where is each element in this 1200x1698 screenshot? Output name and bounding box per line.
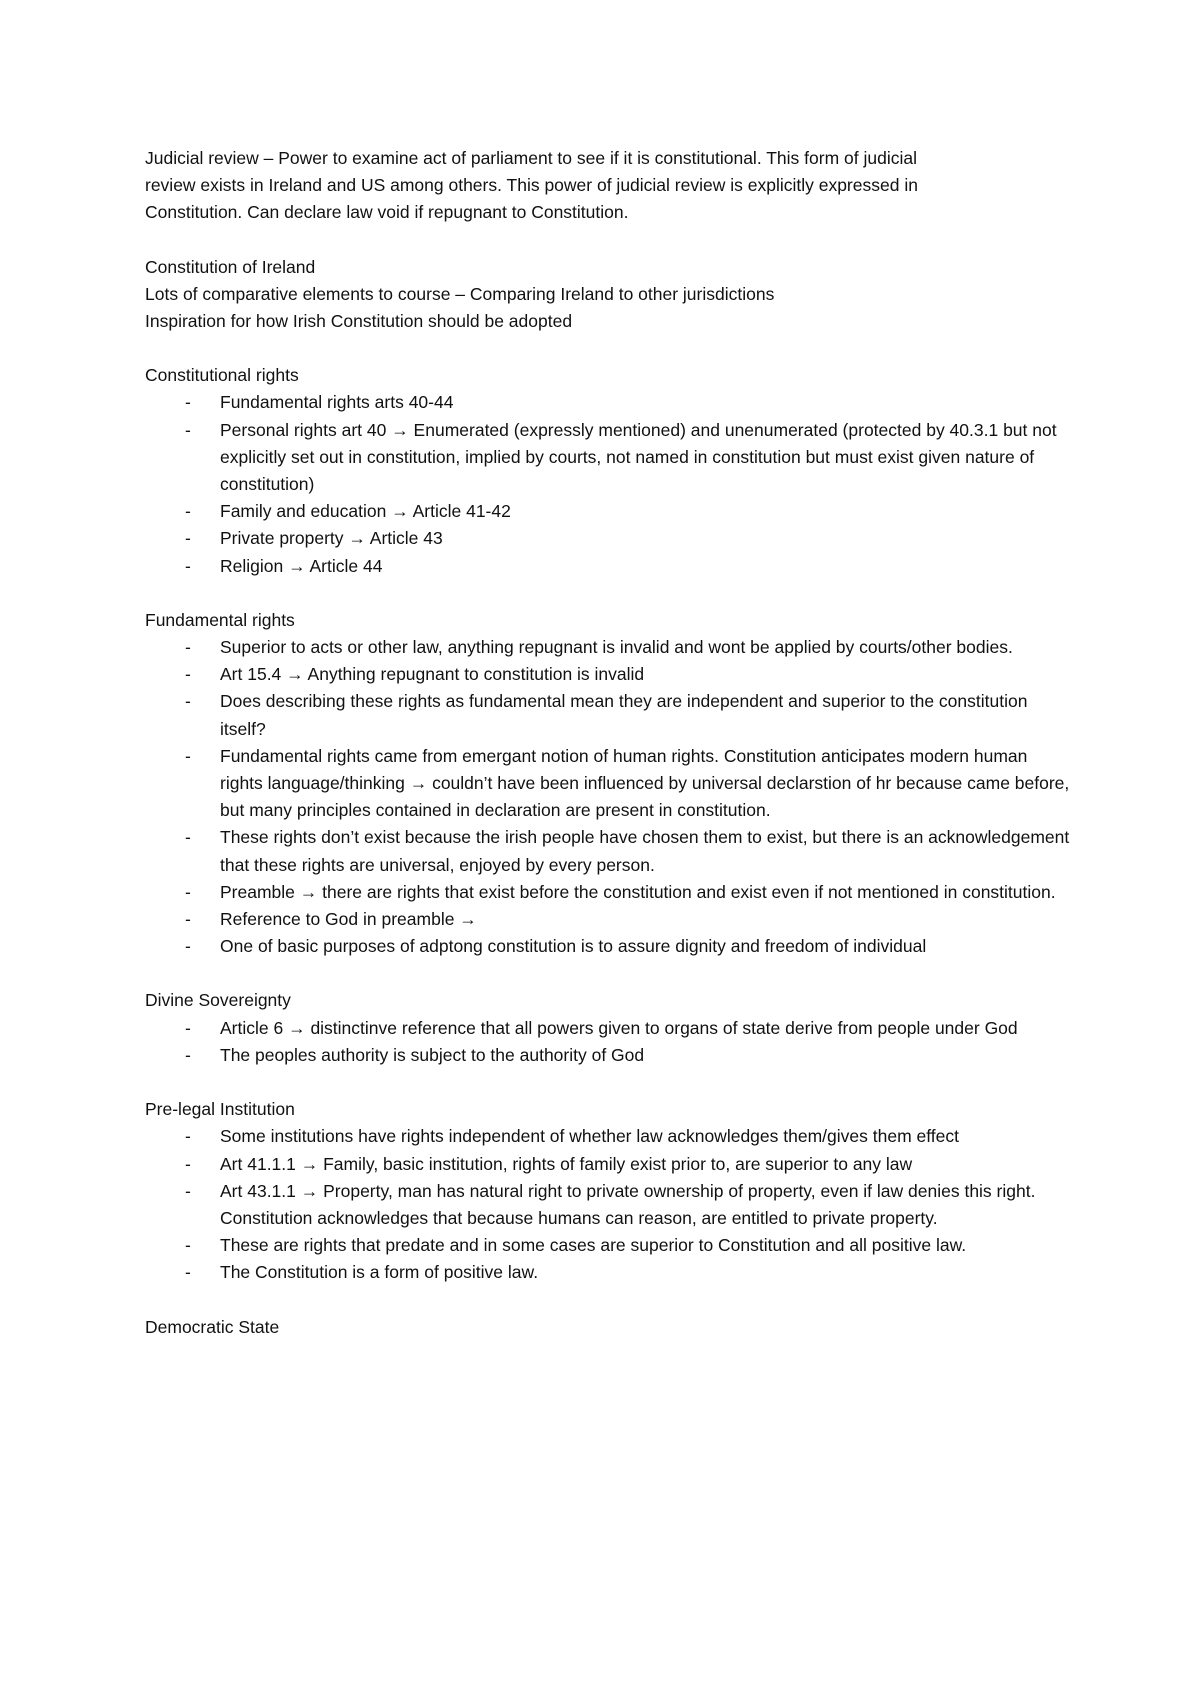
list-item [145, 525, 1075, 552]
intro-line: Constitution. Can declare law void if repugnant to Constitution. [145, 202, 629, 223]
bullet-dash: - [185, 936, 191, 957]
section-heading: Divine Sovereignty [145, 990, 291, 1011]
list-item [145, 879, 1075, 906]
bullet-dash: - [185, 1262, 191, 1283]
list-item-text: Religion → Article 44 [220, 555, 383, 576]
list-item [145, 933, 1075, 960]
bullet-dash: - [185, 528, 191, 549]
list-item [145, 743, 1075, 825]
bullet-dash: - [185, 745, 191, 766]
section-divine-sovereignty [145, 987, 1075, 1069]
list-item-text: These rights don’t exist because the irish people have chosen them to exist, but there is an acknowledgement that these rights are universal, enjoyed by every person. [220, 827, 1070, 875]
list-item-text: Art 15.4 → Anything repugnant to constitution is invalid [220, 664, 645, 685]
list-item-text: Does describing these rights as fundamental mean they are independent and superior to the constitution itself? [220, 691, 1028, 739]
bullet-dash: - [185, 827, 191, 848]
list-item [145, 1151, 1075, 1178]
list-item-text: Preamble → there are rights that exist before the constitution and exist even if not mentioned in constitution. [220, 881, 1056, 902]
bullet-dash: - [185, 1126, 191, 1147]
bullet-dash: - [185, 1153, 191, 1174]
section-constitutional-rights [145, 362, 1075, 580]
list-item [145, 1232, 1075, 1259]
intro-paragraph [145, 145, 1075, 227]
bullet-dash: - [185, 909, 191, 930]
bullet-dash: - [185, 637, 191, 658]
list-item-text: One of basic purposes of adptong constitution is to assure dignity and freedom of individual [220, 936, 927, 957]
section-fundamental-rights [145, 607, 1075, 961]
section-heading: Constitutional rights [145, 365, 299, 386]
list-item [145, 906, 1075, 933]
list-item [145, 1015, 1075, 1042]
section-pre-legal-institution [145, 1096, 1075, 1286]
bullet-dash: - [185, 419, 191, 440]
list-item [145, 389, 1075, 416]
list-item-text: Private property → Article 43 [220, 528, 443, 549]
list-item-text: Personal rights art 40 → Enumerated (expressly mentioned) and unenumerated (protected by 40.3.1 but not explicitly set out in constitution, implied by courts, not named in constitution but must exist given nature of constitution) [220, 419, 1057, 495]
bullet-dash: - [185, 691, 191, 712]
section-line: Inspiration for how Irish Constitution should be adopted [145, 311, 573, 332]
list-item-text: The Constitution is a form of positive law. [220, 1262, 539, 1283]
list-item [145, 553, 1075, 580]
section-constitution-of-ireland [145, 254, 1075, 336]
list-item [145, 498, 1075, 525]
bullet-dash: - [185, 1017, 191, 1038]
intro-line: review exists in Ireland and US among others. This power of judicial review is explicitly expressed in [145, 175, 918, 196]
list-item [145, 661, 1075, 688]
list-item-text: Art 43.1.1 → Property, man has natural right to private ownership of property, even if law denies this right. Constitution acknowledges that because humans can reason, are entitled to private property. [220, 1180, 1036, 1228]
bullet-list [145, 1015, 1075, 1069]
section-heading: Constitution of Ireland [145, 256, 316, 277]
bullet-dash: - [185, 1044, 191, 1065]
list-item [145, 1178, 1075, 1232]
intro-line: Judicial review – Power to examine act of parliament to see if it is constitutional. This form of judicial [145, 148, 917, 168]
section-heading: Fundamental rights [145, 609, 295, 630]
bullet-dash: - [185, 501, 191, 522]
list-item-text: Article 6 → distinctinve reference that all powers given to organs of state derive from people under God [220, 1017, 1018, 1038]
bullet-dash: - [185, 881, 191, 902]
bullet-dash: - [185, 1235, 191, 1256]
list-item [145, 417, 1075, 499]
list-item-text: Superior to acts or other law, anything repugnant is invalid and wont be applied by courts/other bodies. [220, 637, 1013, 658]
list-item [145, 1259, 1075, 1286]
section-heading: Pre-legal Institution [145, 1099, 295, 1120]
list-item [145, 824, 1075, 878]
list-item [145, 1123, 1075, 1150]
list-item-text: Fundamental rights came from emergant notion of human rights. Constitution anticipates modern human rights language/thinking → couldn’t have been influenced by universal declarstion of hr because came before, but many principles contained in declaration are present in constitution. [220, 745, 1070, 821]
bullet-list [145, 389, 1075, 579]
list-item [145, 634, 1075, 661]
list-item-text: Fundamental rights arts 40-44 [220, 392, 454, 413]
section-democratic-state [145, 1314, 1075, 1341]
bullet-dash: - [185, 392, 191, 413]
bullet-dash: - [185, 1180, 191, 1201]
list-item-text: Some institutions have rights independent of whether law acknowledges them/gives them effect [220, 1126, 959, 1147]
bullet-list [145, 634, 1075, 960]
list-item [145, 1042, 1075, 1069]
section-heading: Democratic State [145, 1316, 280, 1337]
list-item-text: Art 41.1.1 → Family, basic institution, rights of family exist prior to, are superior to any law [220, 1153, 913, 1174]
list-item-text: Family and education → Article 41-42 [220, 501, 511, 522]
section-line: Lots of comparative elements to course – Comparing Ireland to other jurisdictions [145, 283, 775, 304]
bullet-list [145, 1123, 1075, 1286]
list-item-text: These are rights that predate and in some cases are superior to Constitution and all positive law. [220, 1235, 967, 1256]
list-item-text: Reference to God in preamble → [220, 909, 477, 930]
document-page [145, 145, 1075, 1341]
list-item-text: The peoples authority is subject to the authority of God [220, 1044, 645, 1065]
bullet-dash: - [185, 664, 191, 685]
bullet-dash: - [185, 555, 191, 576]
list-item [145, 688, 1075, 742]
